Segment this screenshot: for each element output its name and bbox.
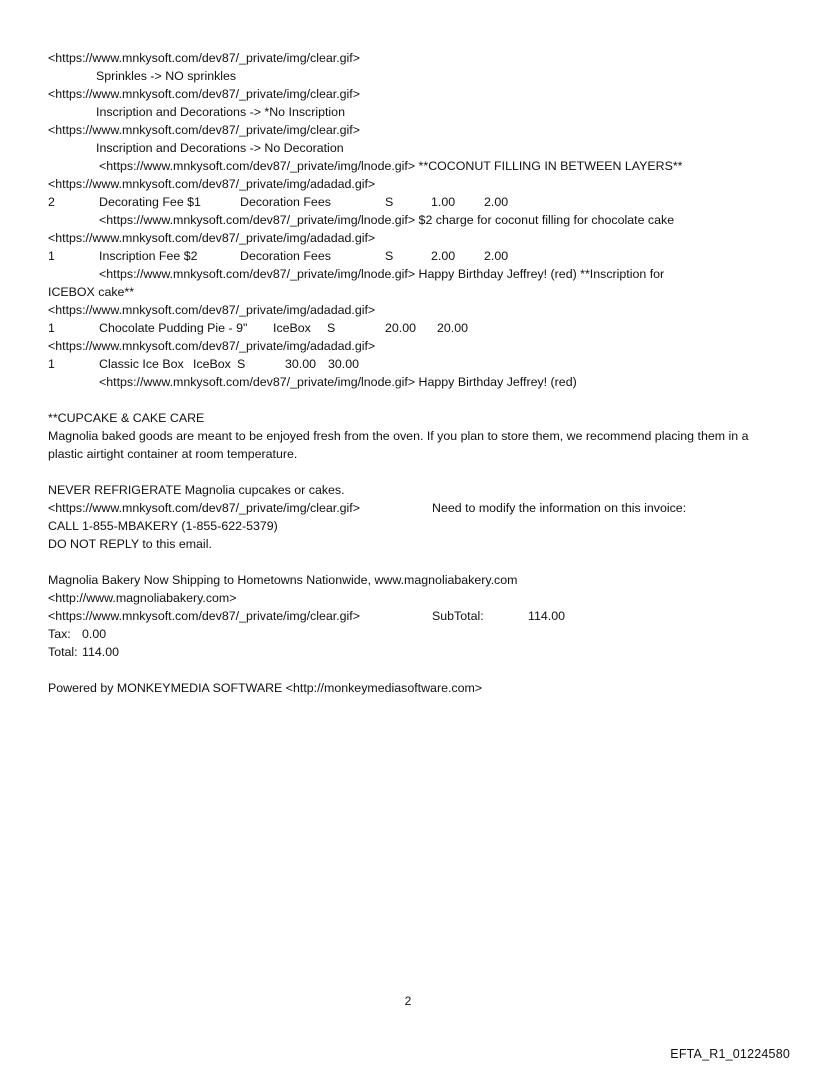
line-item-row [48, 319, 778, 337]
image-url-line: <https://www.mnkysoft.com/dev87/_private/img/adadad.gif> [48, 339, 376, 353]
item-price: 20.00 [385, 321, 417, 335]
item-code: S [385, 195, 394, 209]
item-category: IceBox [273, 321, 311, 335]
decoration-option: Inscription and Decorations -> No Decoration [96, 141, 344, 155]
tax-value: 0.00 [82, 627, 107, 641]
line-item-row [48, 193, 778, 211]
subtotal-line [48, 607, 778, 625]
item-qty: 1 [48, 321, 55, 335]
powered-by: Powered by MONKEYMEDIA SOFTWARE <http://monkeymediasoftware.com> [48, 681, 483, 695]
item-qty: 1 [48, 357, 55, 371]
subtotal-value: 114.00 [528, 609, 565, 623]
inscription-note-continued: ICEBOX cake** [48, 285, 135, 299]
item-category: Decoration Fees [240, 195, 331, 209]
total-value: 114.00 [82, 645, 119, 659]
total-label: Total: [48, 645, 78, 659]
coconut-charge-note: <https://www.mnkysoft.com/dev87/_private/img/lnode.gif> $2 charge for coconut filling for chocolate cake [99, 213, 675, 227]
item-price: 1.00 [431, 195, 456, 209]
item-price: 30.00 [285, 357, 317, 371]
item-name: Chocolate Pudding Pie - 9" [99, 321, 248, 335]
call-phone: CALL 1-855-MBAKERY (1-855-622-5379) [48, 519, 278, 533]
item-name: Decorating Fee $1 [99, 195, 201, 209]
image-url-line: <https://www.mnkysoft.com/dev87/_private/img/adadad.gif> [48, 303, 376, 317]
line-item-row [48, 355, 778, 373]
image-url: <https://www.mnkysoft.com/dev87/_private/img/clear.gif> [48, 609, 360, 623]
care-body: Magnolia baked goods are meant to be enjoyed fresh from the oven. If you plan to store them, we recommend placing them in a plastic airtight container at room temperature. [48, 429, 749, 461]
item-total: 2.00 [484, 195, 509, 209]
image-url: <https://www.mnkysoft.com/dev87/_private/img/clear.gif> [48, 501, 360, 515]
total-line [48, 643, 778, 661]
shipping-notice: Magnolia Bakery Now Shipping to Hometowns Nationwide, www.magnoliabakery.com [48, 573, 518, 587]
item-category: IceBox [193, 357, 231, 371]
image-url-line: <https://www.mnkysoft.com/dev87/_private/img/clear.gif> [48, 51, 360, 65]
item-total: 20.00 [437, 321, 469, 335]
invoice-document [48, 49, 778, 697]
care-heading: **CUPCAKE & CAKE CARE [48, 411, 205, 425]
item-code: S [327, 321, 336, 335]
item-name: Inscription Fee $2 [99, 249, 198, 263]
sprinkles-option: Sprinkles -> NO sprinkles [96, 69, 237, 83]
item-qty: 2 [48, 195, 55, 209]
no-reply-notice: DO NOT REPLY to this email. [48, 537, 212, 551]
image-url-line: <https://www.mnkysoft.com/dev87/_private/img/clear.gif> [48, 123, 360, 137]
inscription-note: <https://www.mnkysoft.com/dev87/_private/img/lnode.gif> Happy Birthday Jeffrey! (red) **Inscription for [99, 267, 665, 281]
tax-label: Tax: [48, 627, 71, 641]
item-category: Decoration Fees [240, 249, 331, 263]
item-qty: 1 [48, 249, 55, 263]
subtotal-label: SubTotal: [432, 609, 484, 623]
item-total: 30.00 [328, 357, 360, 371]
icebox-inscription-note: <https://www.mnkysoft.com/dev87/_private/img/lnode.gif> Happy Birthday Jeffrey! (red) [99, 375, 577, 389]
item-code: S [237, 357, 246, 371]
refrigerate-warning: NEVER REFRIGERATE Magnolia cupcakes or cakes. [48, 483, 345, 497]
item-price: 2.00 [431, 249, 456, 263]
shipping-link[interactable]: <http://www.magnoliabakery.com> [48, 591, 237, 605]
modify-invoice-text: Need to modify the information on this invoice: [432, 501, 687, 515]
image-url-line: <https://www.mnkysoft.com/dev87/_private/img/adadad.gif> [48, 177, 376, 191]
item-code: S [385, 249, 394, 263]
coconut-filling-note: <https://www.mnkysoft.com/dev87/_private/img/lnode.gif> **COCONUT FILLING IN BETWEEN LAYERS** [99, 159, 683, 173]
item-total: 2.00 [484, 249, 509, 263]
item-name: Classic Ice Box [99, 357, 184, 371]
tax-line [48, 625, 778, 643]
page-number: 2 [404, 994, 412, 1008]
image-url-line: <https://www.mnkysoft.com/dev87/_private/img/clear.gif> [48, 87, 360, 101]
modify-invoice-line [48, 499, 778, 517]
document-id: EFTA_R1_01224580 [670, 1047, 790, 1061]
inscription-option: Inscription and Decorations -> *No Inscription [96, 105, 345, 119]
image-url-line: <https://www.mnkysoft.com/dev87/_private/img/adadad.gif> [48, 231, 376, 245]
line-item-row [48, 247, 778, 265]
